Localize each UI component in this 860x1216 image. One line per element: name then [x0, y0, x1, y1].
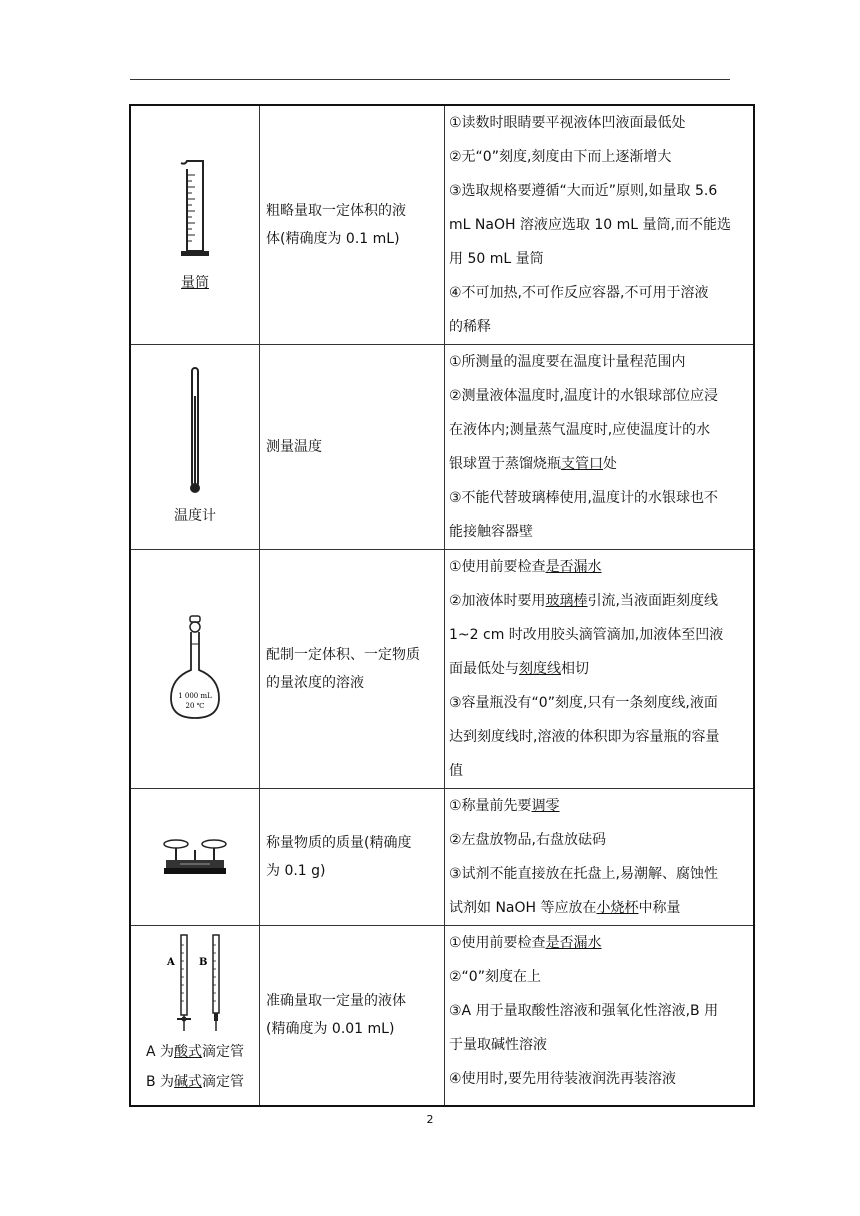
note-line — [449, 926, 749, 960]
instrument-caption — [131, 1037, 259, 1067]
purpose-line: 准确量取一定量的液体 — [266, 993, 406, 1010]
note-line — [449, 550, 749, 584]
instrument-caption — [131, 1067, 259, 1097]
table-row — [130, 345, 754, 550]
instrument-table — [129, 104, 755, 1107]
note-text: 银球置于蒸馏烧瓶 — [449, 456, 561, 472]
note-text: 面最低处与 — [449, 661, 519, 677]
note-line — [449, 652, 749, 686]
burette-label-a: A — [167, 957, 175, 969]
instrument-name: 温度计 — [174, 508, 216, 524]
note-text: 相切 — [561, 661, 589, 677]
notes-cell — [445, 105, 755, 345]
notes-cell — [445, 789, 755, 926]
note-line: 1~2 cm 时改用胶头滴管滴加,加液体至凹液 — [449, 627, 724, 643]
note-line: ④不可加热,不可作反应容器,不可用于溶液 — [449, 285, 709, 301]
instrument-name: 量筒 — [181, 275, 209, 291]
note-line: ③试剂不能直接放在托盘上,易潮解、腐蚀性 — [449, 866, 718, 882]
note-line: ③不能代替玻璃棒使用,温度计的水银球也不 — [449, 490, 718, 506]
note-line: 值 — [449, 763, 463, 779]
note-line — [449, 789, 749, 823]
answer-underline: 酸式 — [174, 1044, 203, 1061]
note-line: ②测量液体温度时,温度计的水银球部位应浸 — [449, 388, 718, 404]
instrument-cell — [130, 789, 260, 926]
page-number: 2 — [426, 1113, 434, 1126]
purpose-cell — [260, 105, 445, 345]
note-line: 达到刻度线时,溶液的体积即为容量瓶的容量 — [449, 729, 720, 745]
purpose-line: 称量物质的质量(精确度 — [266, 835, 412, 851]
note-line: ②无“0”刻度,刻度由下而上逐渐增大 — [449, 149, 672, 165]
notes-cell — [445, 345, 755, 550]
note-text: ②加液体时要用 — [449, 593, 546, 609]
purpose-line: 为 0.1 g) — [266, 863, 326, 879]
instrument-cell — [130, 926, 260, 1106]
balance-scale-icon — [160, 836, 230, 878]
thermometer-icon — [185, 366, 205, 496]
note-text: ①使用前要检查 — [449, 559, 546, 575]
note-line — [449, 891, 749, 925]
note-line: ①读数时眼睛要平视液体凹液面最低处 — [449, 115, 686, 131]
table-row — [130, 789, 754, 926]
answer-underline: 玻璃棒 — [545, 593, 588, 609]
note-line: ③选取规格要遵循“大而近”原则,如量取 5.6 — [449, 183, 718, 199]
purpose-line: 的量浓度的溶液 — [266, 675, 364, 691]
answer-underline: 是否漏水 — [545, 559, 602, 575]
answer-underline: 碱式 — [174, 1074, 203, 1091]
instrument-cell — [130, 345, 260, 550]
note-line: 能接触容器壁 — [449, 524, 533, 540]
note-text: ①称量前先要 — [449, 798, 532, 814]
flask-label: 20 ℃ — [185, 702, 205, 710]
note-text: 引流,当液面距刻度线 — [587, 593, 719, 609]
caption-text: A 为 — [145, 1044, 175, 1061]
note-text: 中称量 — [638, 900, 681, 916]
note-text: ①使用前要检查 — [449, 935, 546, 951]
answer-underline: 调零 — [531, 798, 560, 814]
instrument-cell — [130, 550, 260, 789]
instrument-cell — [130, 105, 260, 345]
answer-underline: 小烧杯 — [596, 900, 639, 916]
note-line: 的稀释 — [449, 319, 491, 335]
note-text: 试剂如 NaOH 等应放在 — [449, 900, 597, 916]
notes-cell — [445, 926, 755, 1106]
volumetric-flask-icon — [165, 614, 225, 724]
note-line: ④使用时,要先用待装液润洗再装溶液 — [449, 1071, 677, 1087]
purpose-cell — [260, 345, 445, 550]
caption-text: B 为 — [145, 1074, 175, 1091]
purpose-line: 体(精确度为 0.1 mL) — [266, 231, 400, 247]
note-text: 处 — [603, 456, 617, 472]
note-line: 于量取碱性溶液 — [449, 1037, 547, 1053]
table-row — [130, 105, 754, 345]
table-row — [130, 926, 754, 1106]
answer-underline: 支管口 — [561, 456, 603, 472]
note-line: 用 50 mL 量筒 — [449, 251, 544, 267]
note-line: 在液体内;测量蒸气温度时,应使温度计的水 — [449, 422, 711, 438]
table-row — [130, 550, 754, 789]
note-line: mL NaOH 溶液应选取 10 mL 量筒,而不能选 — [449, 217, 731, 233]
note-line: ②左盘放物品,右盘放砝码 — [449, 832, 607, 848]
note-line: ①所测量的温度要在温度计量程范围内 — [449, 354, 686, 370]
note-line: ②“0”刻度在上 — [449, 969, 541, 985]
purpose-line: 测量温度 — [266, 439, 322, 455]
flask-label: 1 000 mL — [178, 692, 212, 700]
purpose-line: 粗略量取一定体积的液 — [266, 203, 406, 219]
burette-icon — [155, 933, 235, 1037]
answer-underline: 刻度线 — [519, 661, 561, 677]
purpose-cell — [260, 550, 445, 789]
purpose-line: (精确度为 0.01 mL) — [266, 1021, 395, 1038]
answer-underline: 是否漏水 — [545, 935, 602, 951]
graduated-cylinder-icon — [175, 155, 215, 265]
note-line — [449, 447, 749, 481]
burette-label-b: B — [199, 957, 208, 969]
notes-cell — [445, 550, 755, 789]
note-line: ③A 用于量取酸性溶液和强氧化性溶液,B 用 — [449, 1003, 719, 1019]
purpose-cell — [260, 789, 445, 926]
header-rule — [130, 79, 730, 80]
note-line: ③容量瓶没有“0”刻度,只有一条刻度线,液面 — [449, 695, 718, 711]
note-line — [449, 584, 749, 618]
purpose-cell — [260, 926, 445, 1106]
purpose-line: 配制一定体积、一定物质 — [266, 647, 420, 663]
caption-text: 滴定管 — [202, 1074, 245, 1091]
caption-text: 滴定管 — [202, 1044, 245, 1061]
